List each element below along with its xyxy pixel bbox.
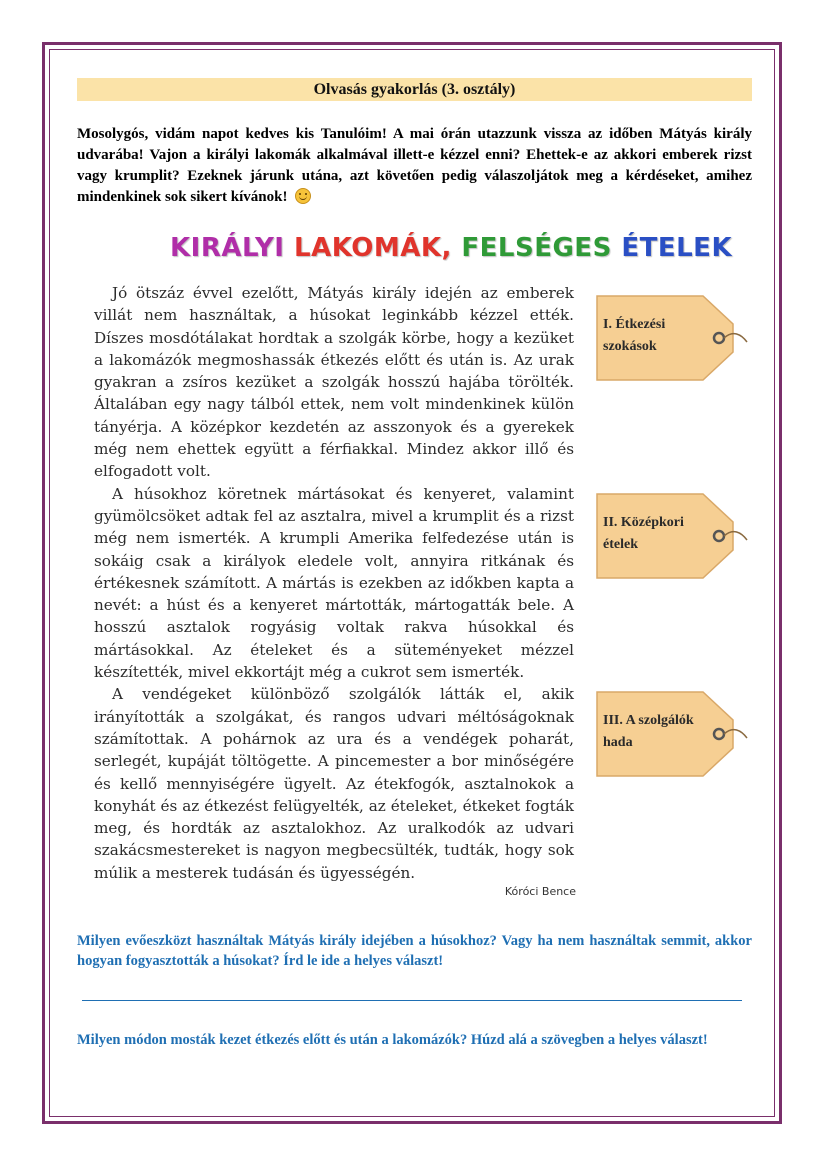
headline-part-1: KIRÁLYI: [170, 233, 295, 263]
article-paragraph-3: A vendégeket különböző szolgálók látták el, akik irányították a szolgákat, és rangos udvari méltóságoknak számítottak. A pohárnok az ura és a vendégek poharát, serlegét, kupáját töltögette. A pincemester a bor minőségére és kellő mennyiségére ügyelt. Az étekfogók, asztalnokok a konyhát és az étkezést felügyelték, az ételeket, étkeket fogták meg, és hordták az asztalokhoz. Az uralkodók az udvari szakácsmestereket is nagyon megbecsülték, tudták, hogy sok múlik a mesterek tudásán és ügyességén.: [94, 685, 574, 882]
article-paragraph-2: A húsokhoz köretnek mártásokat és kenyeret, valamint gyümölcsöket adtak fel az asztalra, mivel a krumplit és a rizst még nem ismerték. A krumpli Amerika felfedezése után is sokáig csak a királyok eledele volt, annyira ritkának és értékesnek számított. A mártás is ezekben az időkben kapta a nevét: a húst és a kenyeret mártották, mártogatták bele. A hosszú asztalok rogyásig voltak rakva húsokkal és mártásokkal. Az ételeket és a süteményeket mézzel készítették, mivel ekkortájt még a cukrot sem ismerték.: [94, 484, 574, 682]
tag-label: II. Középkori ételek: [603, 515, 684, 552]
headline-part-4: ÉTELEK: [621, 233, 733, 263]
author-name: Kóróci Bence: [504, 885, 576, 898]
page-title: Olvasás gyakorlás (3. osztály): [77, 78, 752, 101]
headline-part-3: FELSÉGES: [461, 233, 622, 263]
section-tag-3: [593, 688, 753, 780]
article-headline: [170, 230, 733, 266]
question-1: Milyen evőeszközt használtak Mátyás király idejében a húsokhoz? Vagy ha nem használtak semmit, akkor hogyan fogyasztották a húsokat? Írd le ide a helyes választ!: [77, 933, 752, 969]
intro-body: Mosolygós, vidám napot kedves kis Tanulóim! A mai órán utazzunk vissza az időben Mátyás király udvarába! Vajon a királyi lakomák alkalmával illett-e kézzel enni? Ehettek-e az akkori emberek rizst vagy krumplit? Ezeknek járunk utána, azt követően pedig válaszoljátok meg a kérdéseket, amihez mindenkinek sok sikert kívánok!: [77, 126, 752, 205]
tag-label: I. Étkezési szokások: [603, 317, 666, 354]
section-tag-1: [593, 292, 753, 384]
tag-label: III. A szolgálók hada: [603, 713, 694, 750]
headline-part-2: LAKOMÁK,: [294, 233, 462, 263]
article-paragraph-1: Jó ötszáz évvel ezelőtt, Mátyás király idején az emberek villát nem használtak, a húsokat leginkább kézzel ették. Díszes mosdótálakat hordtak a szolgák körbe, hogy a kezüket a lakomázók megmoshassák étkezés előtt és után is. Az urak gyakran a zsíros kezüket a szolgák hosszú hajába törölték. Általában egy nagy tálból ettek, nem volt mindenkinek külön tányérja. A középkor kezdetén az asszonyok és a gyerekek még nem ehettek együtt a férfiakkal. Mindez akkor illő és elfogadott volt.: [94, 284, 574, 481]
intro-text: [77, 124, 752, 208]
answer-line[interactable]: [82, 1000, 742, 1001]
question-2: Milyen módon mosták kezet étkezés előtt és után a lakomázók? Húzd alá a szövegben a helyes választ!: [77, 1032, 708, 1048]
section-tag-2: [593, 490, 753, 582]
smiley-emoji-icon: [295, 188, 311, 204]
article-body: [94, 282, 574, 884]
